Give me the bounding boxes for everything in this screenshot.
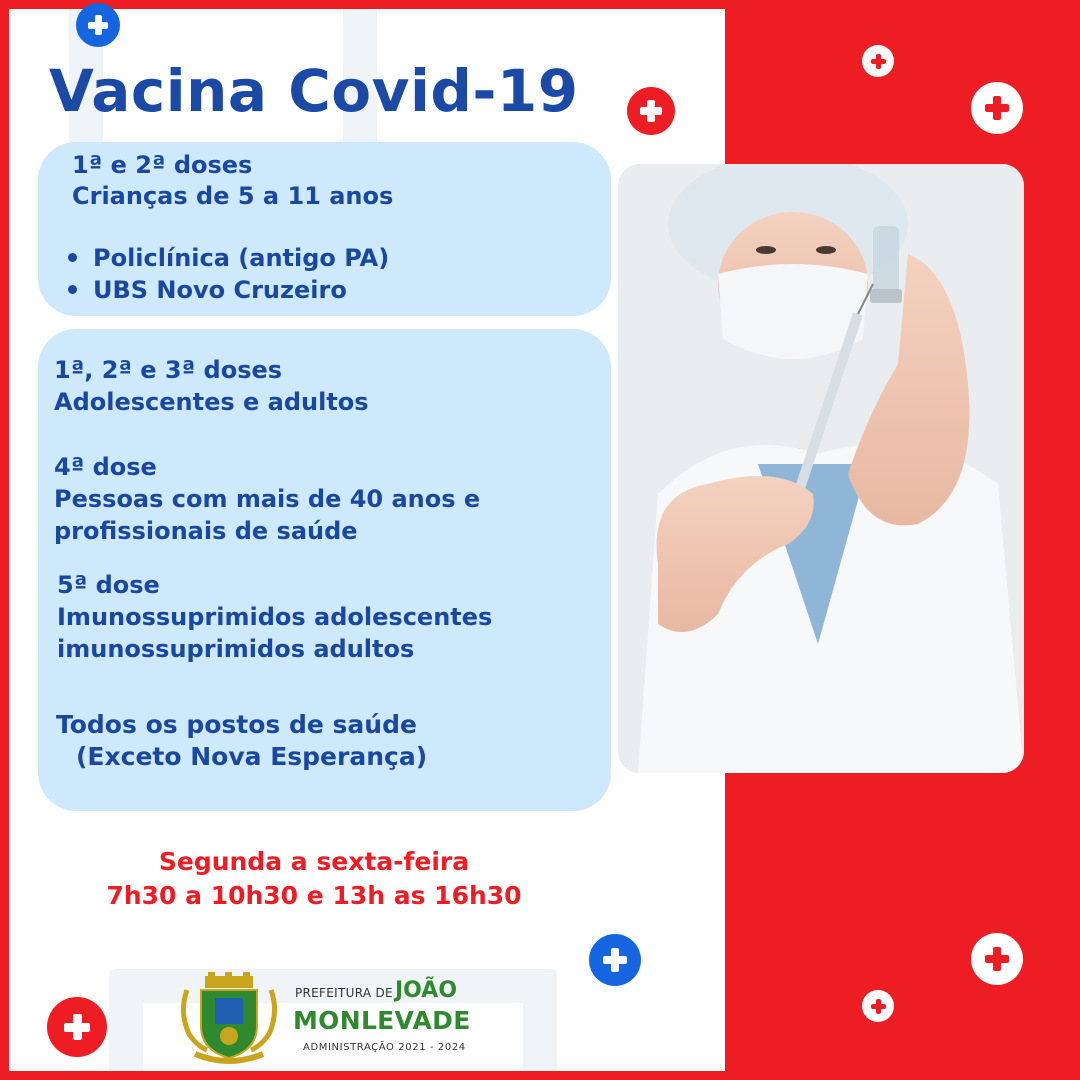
city-hall-logo: [177, 972, 487, 1067]
plus-icon: [862, 990, 894, 1022]
location-list-item: Policlínica (antigo PA): [68, 243, 389, 273]
logo-prefix: PREFEITURA DE: [295, 986, 393, 1000]
group-label: Imunossuprimidos adolescentes: [57, 603, 493, 631]
schedule-hours: 7h30 a 10h30 e 13h as 16h30: [106, 881, 522, 910]
group-label: profissionais de saúde: [54, 517, 358, 545]
location-label: Todos os postos de saúde: [56, 710, 417, 739]
logo-administration: ADMINISTRAÇÃO 2021 - 2024: [303, 1042, 466, 1053]
doses-label: 1ª e 2ª doses: [72, 151, 253, 179]
age-group-label: Adolescentes e adultos: [54, 388, 369, 416]
page-title: Vacina Covid-19: [49, 57, 579, 125]
adults-vaccination-card: [38, 329, 611, 811]
plus-icon: [76, 3, 120, 47]
group-label: Pessoas com mais de 40 anos e: [54, 485, 481, 513]
logo-city-second: MONLEVADE: [293, 1006, 471, 1035]
plus-icon: [47, 997, 107, 1057]
nurse-with-syringe-photo: [618, 164, 1024, 773]
doses-label: 5ª dose: [57, 571, 160, 599]
location-exception-label: (Exceto Nova Esperança): [76, 742, 428, 771]
doses-label: 1ª, 2ª e 3ª doses: [54, 356, 283, 384]
bullet-icon: [68, 253, 77, 262]
logo-city-first: JOÃO: [395, 978, 458, 1003]
location-list-item: UBS Novo Cruzeiro: [68, 275, 347, 305]
plus-icon: [971, 82, 1023, 134]
bullet-icon: [68, 285, 77, 294]
doses-label: 4ª dose: [54, 453, 157, 481]
schedule-days: Segunda a sexta-feira: [158, 847, 470, 876]
plus-icon: [627, 87, 675, 135]
group-label: imunossuprimidos adultos: [57, 635, 415, 663]
plus-icon: [971, 933, 1023, 985]
plus-icon: [862, 45, 894, 77]
plus-icon: [589, 934, 641, 986]
coat-of-arms-icon: [177, 972, 281, 1067]
age-group-label: Crianças de 5 a 11 anos: [72, 182, 394, 210]
children-vaccination-card: [38, 142, 611, 316]
